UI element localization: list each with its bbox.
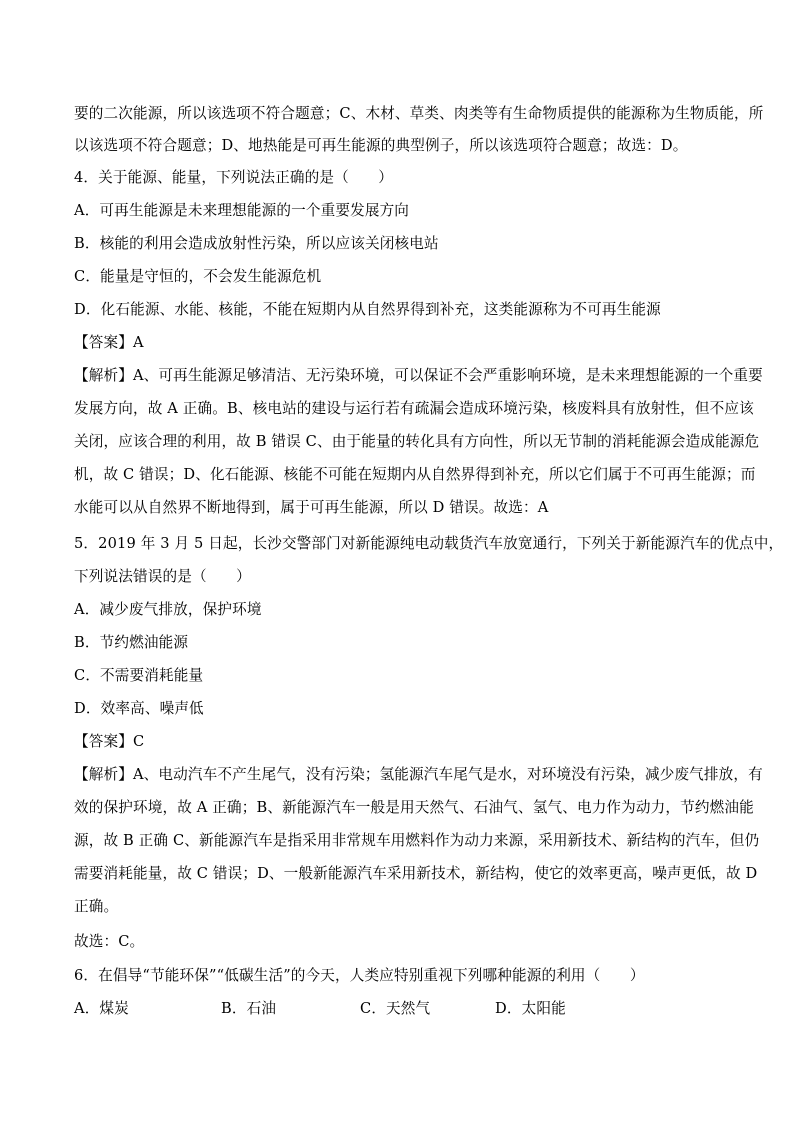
question-6-option-a: A．煤炭 <box>74 1000 129 1017</box>
question-4-option-a: A．可再生能源是未来理想能源的一个重要发展方向 <box>74 202 410 219</box>
text-line: 源，故 B 正确 C、新能源汽车是指采用非常规车用燃料作为动力来源，采用新技术、新结构的汽车，但仍 <box>74 832 760 849</box>
text-line: 机，故 C 错误；D、化石能源、核能不可能在短期内从自然界得到补充，所以它们属于不可再生能源；而 <box>74 466 756 483</box>
question-6-option-b: B．石油 <box>221 1000 277 1017</box>
text-line: 水能可以从自然界不断地得到，属于可再生能源，所以 D 错误。故选：A <box>74 499 549 516</box>
question-5-answer: 【答案】C <box>74 733 145 750</box>
question-4-option-c: C．能量是守恒的，不会发生能源危机 <box>74 268 322 285</box>
question-6-options <box>74 999 634 1019</box>
question-6-stem: 6．在倡导“节能环保”“低碳生活”的今天，人类应特别重视下列哪种能源的利用（ ） <box>74 967 645 984</box>
text-line: 关闭，应该合理的利用，故 B 错误 C、由于能量的转化具有方向性，所以无节制的消耗能源会造成能源危 <box>74 433 760 450</box>
text-line: 效的保护环境，故 A 正确；B、新能源汽车一般是用天然气、石油气、氢气、电力作为动力，节约燃油能 <box>74 799 754 816</box>
question-5-option-d: D．效率高、噪声低 <box>74 700 204 717</box>
text-line: 正确。 <box>74 898 119 915</box>
question-6-option-d: D．太阳能 <box>495 1000 566 1017</box>
question-5-option-c: C．不需要消耗能量 <box>74 667 204 684</box>
text-line: 下列说法错误的是（ ） <box>74 568 251 585</box>
text-line: 以该选项不符合题意；D、地热能是可再生能源的典型例子，所以该选项符合题意；故选：D。 <box>74 137 688 154</box>
question-4-stem: 4．关于能源、能量，下列说法正确的是（ ） <box>74 169 394 186</box>
question-5-option-a: A．减少废气排放，保护环境 <box>74 601 262 618</box>
question-5-analysis: 【解析】A、电动汽车不产生尾气，没有污染；氢能源汽车尾气是水，对环境没有污染，减少废气排放，有 <box>74 766 763 783</box>
text-line: 故选：C。 <box>74 933 145 950</box>
text-line: 发展方向，故 A 正确。B、核电站的建设与运行若有疏漏会造成环境污染，核废料具有放射性，但不应该 <box>74 400 754 417</box>
question-4-analysis: 【解析】A、可再生能源足够清洁、无污染环境，可以保证不会严重影响环境，是未来理想能源的一个重要 <box>74 367 763 384</box>
question-4-answer: 【答案】A <box>74 334 144 351</box>
question-4-option-d: D．化石能源、水能、核能，不能在短期内从自然界得到补充，这类能源称为不可再生能源 <box>74 301 661 318</box>
text-line: 需要消耗能量，故 C 错误；D、一般新能源汽车采用新技术，新结构，使它的效率更高，噪声更低，故 D <box>74 865 758 882</box>
text-line: 要的二次能源，所以该选项不符合题意；C、木材、草类、肉类等有生命物质提供的能源称为生物质能，所 <box>74 105 764 122</box>
question-6-option-c: C．天然气 <box>360 1000 431 1017</box>
question-5-option-b: B．节约燃油能源 <box>74 634 189 651</box>
question-4-option-b: B．核能的利用会造成放射性污染，所以应该关闭核电站 <box>74 235 439 252</box>
question-5-stem: 5．2019 年 3 月 5 日起，长沙交警部门对新能源纯电动载货汽车放宽通行，下列关于新能源汽车的优点中， <box>74 535 784 552</box>
